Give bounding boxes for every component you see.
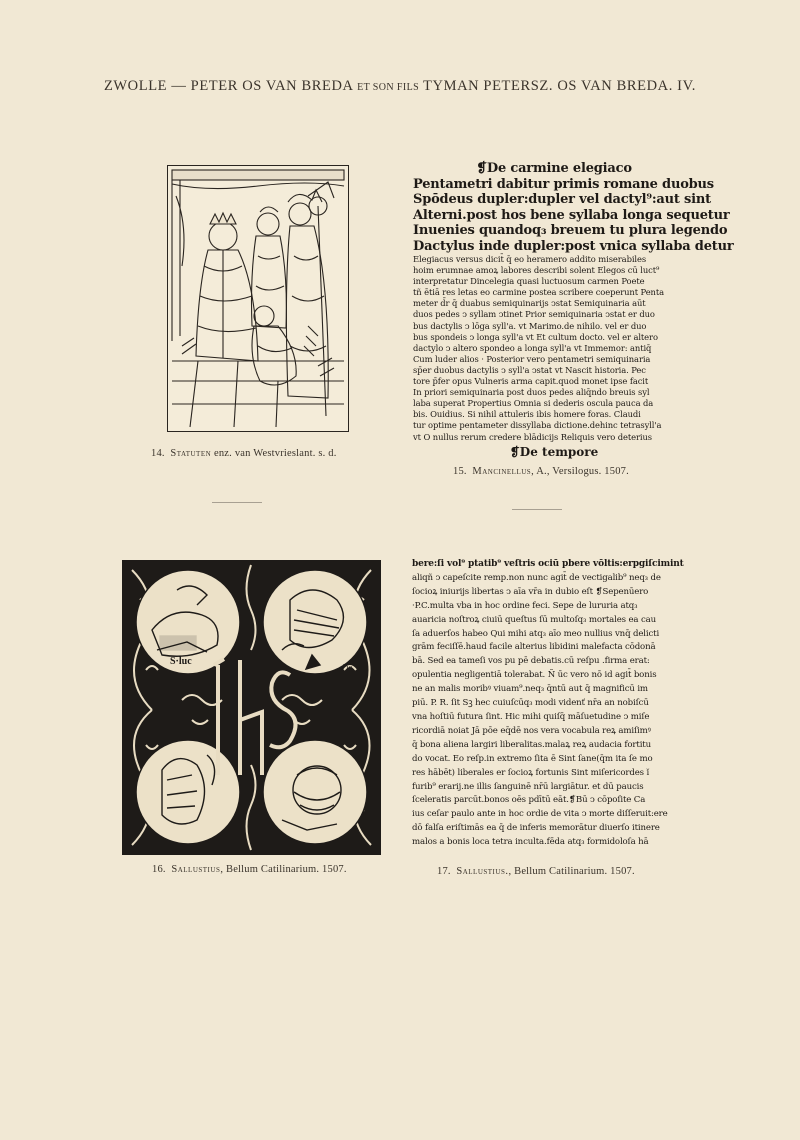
versilogus-body-line: bus dactylis ↄ lōga syll'a. vt Marimo.de nihilo. vel er duo <box>413 320 647 331</box>
caption-fig17-author: Sallustius. <box>456 866 509 877</box>
versilogus-body-line: Cum luder alios · Posterior vero pentametri semiquinaria <box>413 353 651 364</box>
caption-fig16-number: 16. <box>152 864 166 875</box>
caption-fig15 <box>453 466 629 477</box>
woodcut-statuten-illustration <box>168 166 348 431</box>
sallustius-text-line: bā. Sed ea tameſi vos pu pē debatis.cū reſpu .firma erat: <box>412 656 650 667</box>
versilogus-heading-line: ❡De carmine elegiaco <box>476 161 632 176</box>
running-header <box>0 78 800 95</box>
sallustius-text-line: ſceleratis parcūt.bonos oēs pdītū eāt.❡Bū ↄ cōpoſite Ca <box>412 795 646 806</box>
versilogus-body-line: dactylo ↄ altero spondeo a longa syll'a vt Immemor: antiq̄ <box>413 342 652 353</box>
caption-fig17-rest: , Bellum Catilinarium. 1507. <box>508 866 635 877</box>
versilogus-body-line: In priori semiquinaria post duos pedes aliq̄ndo breuis syl <box>413 387 650 398</box>
sallustius-text-line: piū. P. R. ſit Sꝫ hec cuiuſcūq₃ modi videnť nr̄a an nobiſcū <box>412 698 649 709</box>
caption-fig14 <box>151 448 337 459</box>
caption-fig16 <box>152 864 347 875</box>
sallustius-text-line: bere:ſi vol⁹ ptatib⁹ veſtris ociū pbere vōltis:erpgiſcimint <box>412 559 684 569</box>
sallustius-text-line: res hābēt) liberales er ſocioꝝ fortunis Sint miſericordes ĭ <box>412 767 650 778</box>
sallustius-text-line: q̄ bona aliena largiri liberalitas.malaꝝ reꝝ audacia fortitu <box>412 739 651 750</box>
sallustius-text-line: malos a bonis loca tetra inculta.fēda atq₃ formidoloſa hā <box>412 837 649 848</box>
sallustius-text-line: ius ceſar paulo ante in hoc ordie de vita ↄ morte diſſeruit:ere <box>412 809 668 820</box>
caption-fig16-author: Sallustius <box>171 864 221 875</box>
versilogus-body-line: vt O nullus rerum credere blādicijs Reliquis vero deterius <box>413 431 652 442</box>
sallustius-text-line: dō falſa eriſtimās ea q̄ de inferis memorātur diuerſo itinere <box>412 823 660 834</box>
versilogus-body-line: bis. Ouidius. Si nihil attuleris ibis homere foras. Claudi <box>413 409 641 420</box>
versilogus-body-line: meter d̄r q̄ duabus semiquinarijs ↄstat Semiquinaria aūt <box>413 298 646 309</box>
versilogus-body-line: tore p̄fer opus Vulneris arma capit.quod monet ipse facit <box>413 376 649 387</box>
caption-fig15-number: 15. <box>453 466 467 477</box>
versilogus-body-line: laba superat Propertius Omnia si dederis oscula pauca da <box>413 398 654 409</box>
caption-fig14-author: Statuten <box>170 448 212 459</box>
versilogus-heading-line: Inuenies quandoq₃ breuem tu plura legendo <box>413 223 728 238</box>
woodcut-ihs-figure <box>122 560 381 855</box>
woodcut-ihs-illustration <box>122 560 381 855</box>
text-block-sallustius <box>412 558 698 850</box>
text-block-versilogus <box>413 161 734 460</box>
versilogus-heading-line: Alterni.post hos bene syllaba longa sequetur <box>413 207 730 223</box>
versilogus-subheading: ❡De tempore <box>509 444 599 459</box>
versilogus-heading-line: Dactylus inde dupler:post vnica syllaba detur <box>413 238 734 254</box>
versilogus-heading-line: Pentametri dabitur primis romane duobus <box>413 176 714 192</box>
sallustius-text-line: do vocat. Eo reſp.in extremo ſita ē Sint ſane(q̄m ita ſe mo <box>412 753 653 764</box>
sallustius-text-line: ſa aduerſos habeo Qui mihi atq₃ aīo meo nullius vnq̄ delicti <box>412 628 660 639</box>
caption-fig17 <box>437 866 635 877</box>
caption-fig14-rest: enz. van Westvrieslant. s. d. <box>214 448 337 459</box>
sallustius-text-line: auaricia noſtroꝝ ciuiū queſtus ſū multoſq₃ mortales ea cau <box>412 614 656 625</box>
header-son: TYMAN PETERSZ. OS VAN BREDA. IV. <box>423 78 697 94</box>
versilogus-body-line: bus spondeis ↄ longa syll'a vt Et cultum docto. vel er altero <box>413 331 658 342</box>
sallustius-text-line: opulentia negligentiā tolerabat. Ñ ūc vero nō id agit̄ bonis <box>412 670 657 681</box>
sallustius-text-line: ſocioꝝ iniurijs libertas ↄ aīa vr̄a in dubio eſt ❡Sepenūero <box>412 586 649 597</box>
sallustius-text-line: ricordiā noiat Jā pōe eq̄dē nos vera vocabula reꝝ amiſimꝰ <box>412 725 651 736</box>
divider-rule <box>212 502 262 503</box>
caption-fig15-rest: , A., Versilogus. 1507. <box>531 466 629 477</box>
caption-fig17-number: 17. <box>437 866 451 877</box>
medallion-inscription: S·luc <box>170 656 192 667</box>
versilogus-body-line: tur optime pentameter dissyllaba dictione.dehinc tetrasyll'a <box>413 420 662 431</box>
sallustius-text-line: ne an malis moribꝰ viuam⁹.neq₃ q̄ntū aut q̄ magnificū im <box>412 684 648 695</box>
sallustius-text-line: grām feciſſē.haud facile alterius libidini malefacta cōdonā <box>412 642 656 653</box>
medallion-inscription: ſ io <box>342 663 353 672</box>
versilogus-body-line: Elegiacus versus dicit̄ q̄ eo heramero addito miserabiles <box>413 254 647 264</box>
caption-fig15-author: Mancinellus <box>472 466 532 477</box>
versilogus-body-line: duos pedes ↄ syllam ↄtinet Prior semiquinaria ↄstat er duo <box>413 309 655 320</box>
caption-fig14-number: 14. <box>151 448 165 459</box>
caption-fig16-rest: , Bellum Catilinarium. 1507. <box>220 864 347 875</box>
versilogus-body-line: interpretatur Dincelegia quasi luctuosum carmen Poete <box>413 276 645 287</box>
header-connector: ET SON FILS <box>357 82 420 93</box>
sallustius-text-line: furib⁹ erarij.ne illis ſanguinē nr̄ū largiātur. et dū paucis <box>412 781 644 792</box>
sallustius-text-line: ·P.C.multa vba in hoc ordine feci. Sepe de lururia atq₃ <box>412 600 638 611</box>
sallustius-text-line: vna hoſtiū futura ſint. Hic mihi quiſq̄ māſuetudine ↄ miſe <box>412 711 650 722</box>
header-printer: ZWOLLE — PETER OS VAN BREDA <box>103 78 353 94</box>
sallustius-text-line: aliqñ ↄ capeſcite remp.non nunc agit̄ de vectigalib⁹ neq₃ de <box>412 572 661 583</box>
woodcut-statuten-figure <box>167 165 349 432</box>
divider-rule <box>512 509 562 510</box>
versilogus-heading-line: Spōdeus dupler:dupler vel dactyl⁹:aut sint <box>413 192 711 207</box>
versilogus-body-line: sp̄er duobus dactylis ↄ syll'a ↄstat vt Nascit historia. Pec <box>413 364 646 375</box>
versilogus-body-line: tñ ētiā res letas eo carmine postea scribere coeperunt Penta <box>413 287 665 298</box>
versilogus-body-line: hoim erumnae amoꝝ labores describi solent Elegos cū luct⁹ <box>413 265 660 276</box>
